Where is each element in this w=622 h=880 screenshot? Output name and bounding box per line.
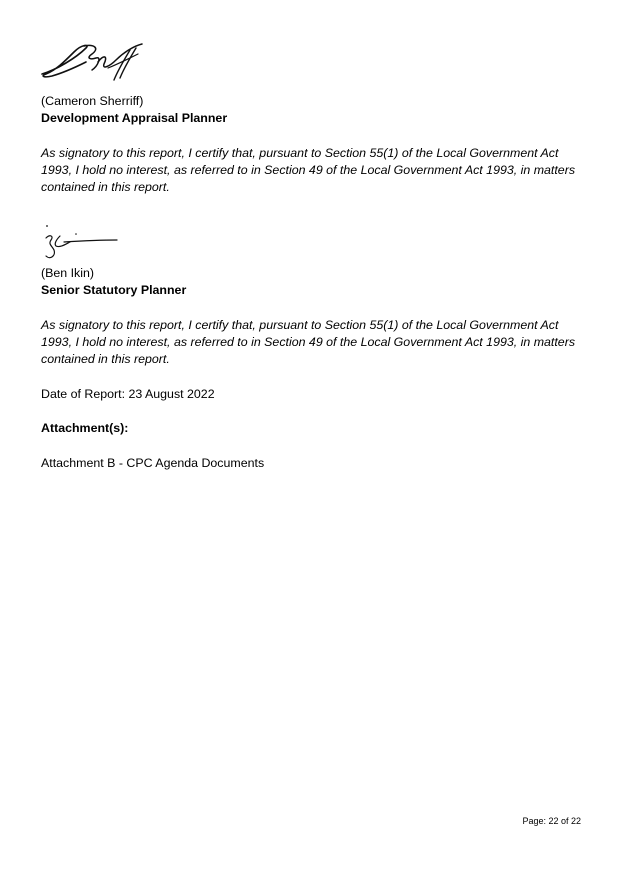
signatory-1-declaration: As signatory to this report, I certify that, pursuant to Section 55(1) of the Local Government Act 1993, I hold no interest, as referred to in Section 49 of the Local Government Act 1993, in matters contained in this report. <box>41 146 576 194</box>
page-number: Page: 22 of 22 <box>522 816 581 826</box>
attachment-item: Attachment B - CPC Agenda Documents <box>41 456 265 470</box>
signatory-2-title: Senior Statutory Planner <box>41 283 187 297</box>
signatory-1-title: Development Appraisal Planner <box>41 111 228 125</box>
signatory-2-name: (Ben Ikin) <box>41 266 95 280</box>
report-date: Date of Report: 23 August 2022 <box>41 387 215 401</box>
attachments-heading: Attachment(s): <box>41 421 129 435</box>
signature-ben-ikin <box>40 222 120 262</box>
signatory-1-name: (Cameron Sherriff) <box>41 94 144 108</box>
signatory-2-declaration: As signatory to this report, I certify that, pursuant to Section 55(1) of the Local Government Act 1993, I hold no interest, as referred to in Section 49 of the Local Government Act 1993, in matters contained in this report. <box>41 318 576 366</box>
signature-cameron-sherriff <box>38 40 150 84</box>
